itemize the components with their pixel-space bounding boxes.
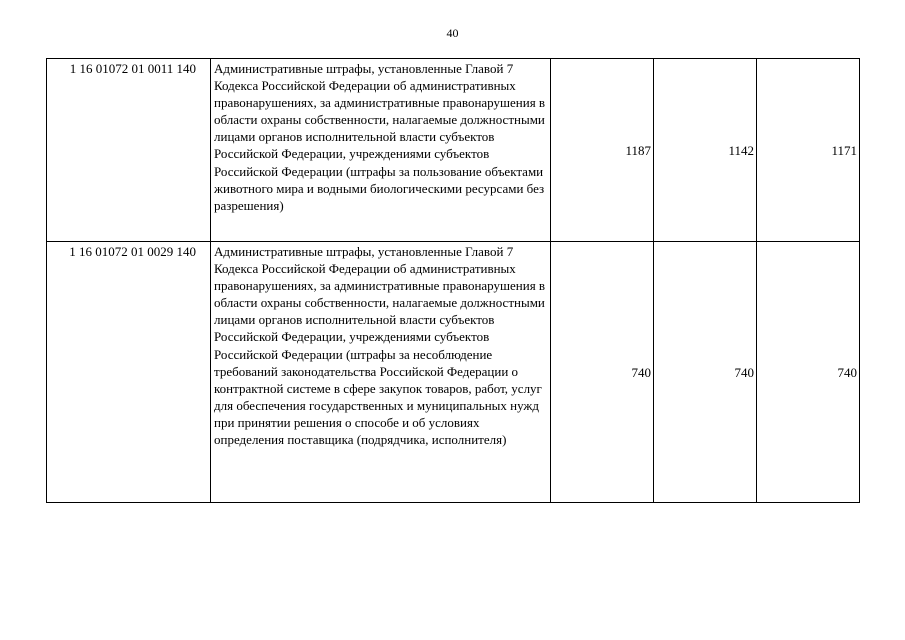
value-cell-year-3: 1171	[757, 59, 860, 242]
classification-code-cell: 1 16 01072 01 0029 140	[47, 242, 211, 503]
value-cell-year-1: 1187	[551, 59, 654, 242]
value-cell-year-3: 740	[757, 242, 860, 503]
value-cell-year-1: 740	[551, 242, 654, 503]
table-row	[47, 59, 860, 242]
description-cell: Административные штрафы, установленные Главой 7 Кодекса Российской Федерации об административных правонарушениях, за административные правонарушения в области охраны собственности, налагаемые должностными лицами органов исполнительной власти субъектов Российской Федерации, учреждениями субъектов Российской Федерации (штрафы за пользование объектами животного мира и водными биологическими ресурсами без разрешения)	[211, 59, 551, 242]
page-number: 40	[446, 26, 459, 40]
value-cell-year-2: 1142	[654, 59, 757, 242]
budget-revenue-table	[46, 58, 860, 503]
classification-code-cell: 1 16 01072 01 0011 140	[47, 59, 211, 242]
table-row	[47, 242, 860, 503]
description-cell: Административные штрафы, установленные Главой 7 Кодекса Российской Федерации об административных правонарушениях, за административные правонарушения в области охраны собственности, налагаемые должностными лицами органов исполнительной власти субъектов Российской Федерации, учреждениями субъектов Российской Федерации (штрафы за несоблюдение требований законодательства Российской Федерации о контрактной системе в сфере закупок товаров, работ, услуг для обеспечения государственных и муниципальных нужд при принятии решения о способе и об условиях определения поставщика (подрядчика, исполнителя)	[211, 242, 551, 503]
value-cell-year-2: 740	[654, 242, 757, 503]
